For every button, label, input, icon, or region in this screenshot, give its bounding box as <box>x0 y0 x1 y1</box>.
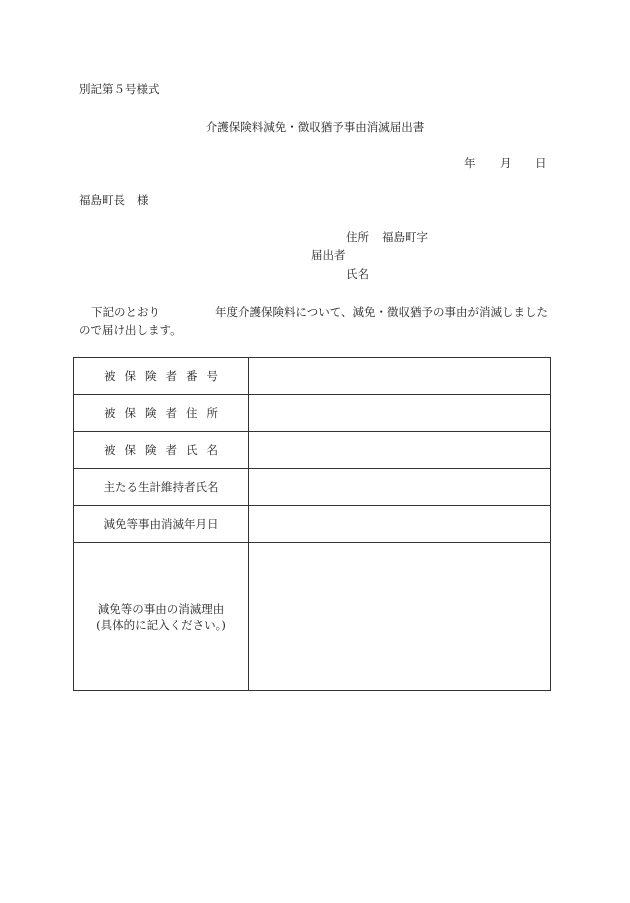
table-row <box>74 469 551 506</box>
reason-label-line-1: 減免等の事由の消滅理由 <box>97 601 225 616</box>
table-row <box>74 358 551 395</box>
notifier-label: 届出者 <box>311 248 346 262</box>
reason-label <box>74 543 249 691</box>
date-month-label: 月 <box>500 156 512 170</box>
row-label: 主たる生計維持者氏名 <box>74 469 249 506</box>
row-label: 被保険者氏名 <box>74 432 249 469</box>
document-title: 介護保険料減免・徴収猶予事由消滅届出書 <box>205 120 425 134</box>
insured-address-field[interactable] <box>249 395 551 432</box>
date-day-label: 日 <box>535 156 547 170</box>
name-label: 氏名 <box>346 267 369 281</box>
reason-field[interactable] <box>249 543 551 691</box>
address-value: 福島町字 <box>382 230 428 244</box>
row-label: 減免等事由消滅年月日 <box>74 506 249 543</box>
date-year-label: 年 <box>464 156 476 170</box>
row-label: 被保険者住所 <box>74 395 249 432</box>
reason-label-line-2: (具体的に記入ください。) <box>96 617 226 632</box>
body-line-2: ので届け出します。 <box>79 323 182 337</box>
body-line-1-start: 下記のとおり <box>91 305 160 319</box>
insured-number-field[interactable] <box>249 358 551 395</box>
form-table <box>73 357 551 691</box>
main-supporter-name-field[interactable] <box>249 469 551 506</box>
table-row <box>74 506 551 543</box>
addressee-name: 福島町長 <box>79 193 125 207</box>
extinction-date-field[interactable] <box>249 506 551 543</box>
address-label: 住所 <box>346 230 369 244</box>
table-row <box>74 432 551 469</box>
body-line-1 <box>91 305 548 319</box>
addressee-honorific: 様 <box>137 193 149 207</box>
table-row <box>74 395 551 432</box>
insured-name-field[interactable] <box>249 432 551 469</box>
form-number: 別記第５号様式 <box>79 82 160 96</box>
row-label: 被保険者番号 <box>74 358 249 395</box>
body-line-1-end: 年度介護保険料について、減免・徴収猶予の事由が消滅しました <box>215 305 549 319</box>
table-row <box>74 543 551 691</box>
addressee <box>79 193 149 207</box>
